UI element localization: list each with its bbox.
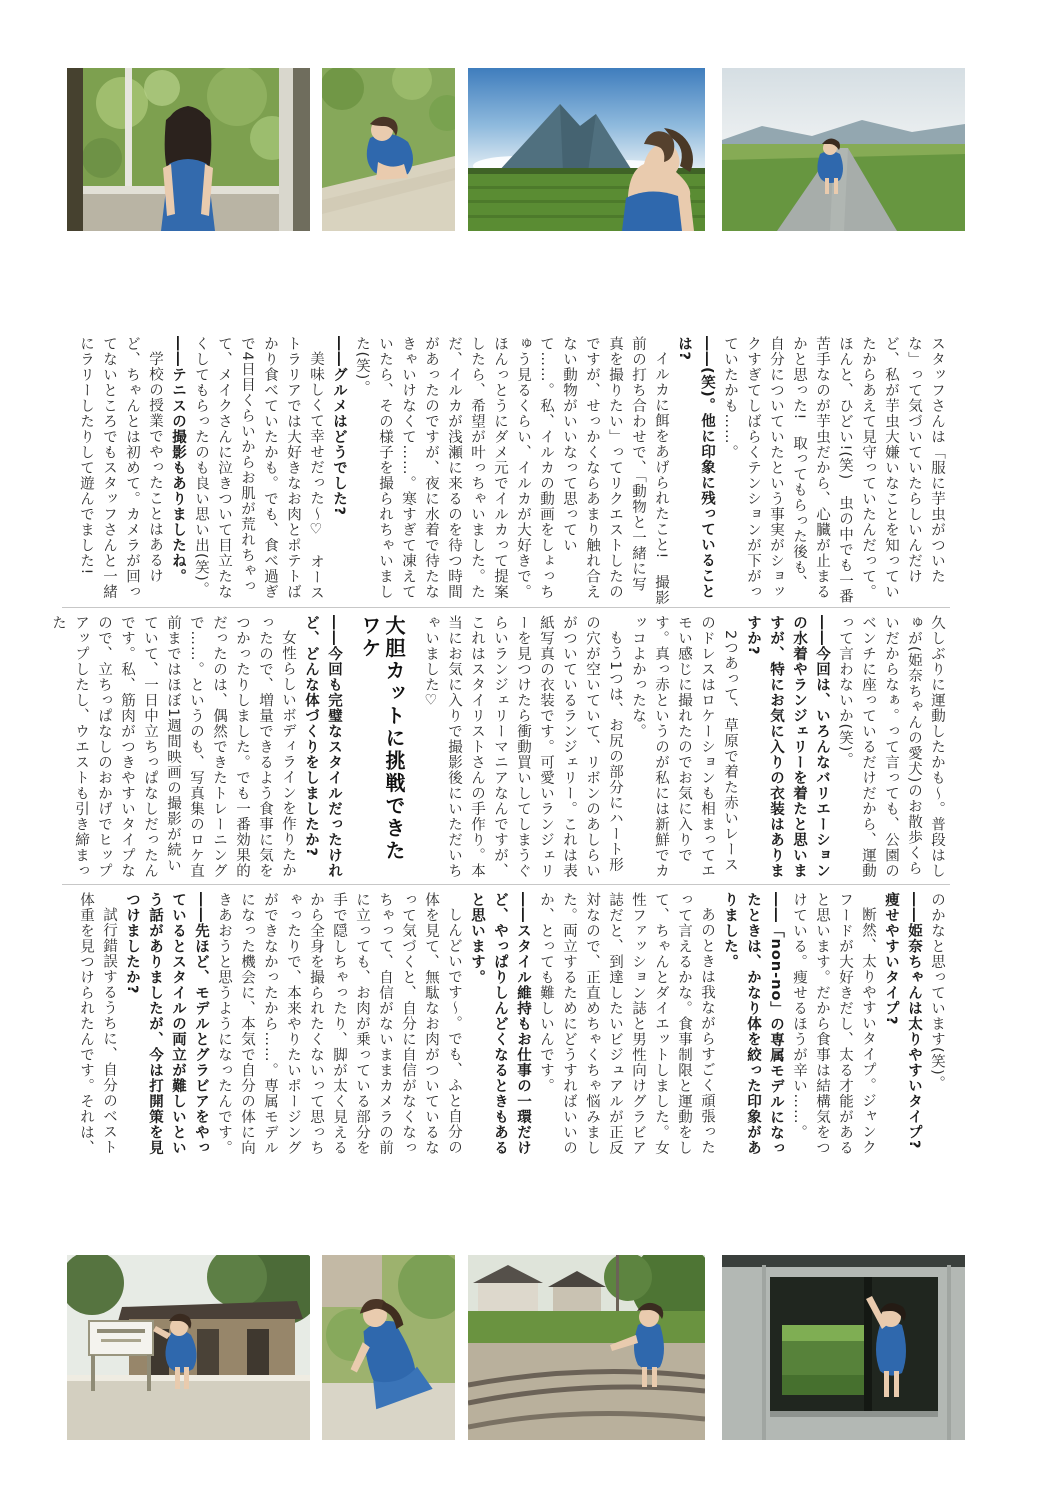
- interview-question: ――(笑)。他に印象に残っていることは?: [676, 336, 715, 600]
- interview-answer: のかなと思っています(笑)。: [929, 892, 945, 1092]
- photo-doorway-scene-illustration: [722, 1255, 965, 1440]
- photo-leaning-scene-illustration: [322, 1255, 455, 1440]
- interview-answer: あのときは我ながらすごく頑張ったって言えるかな。食事制限と運動をして、ちゃんとダイエットしました。女性ファッション誌と男性向けグラビア誌だと、到達したいビジュアルが正反対なので、正直めちゃくちゃ悩みました。両立するためにどうすればいいのか、とっても難しいんです。: [538, 892, 715, 1156]
- interview-answer: 美味しくて幸せだった～♡ オーストラリアでは大好きなお肉とポテトばかり食べていたかも。でも、食べ過ぎで4日目くらいからお肌が荒れちゃって、メイクさんに泣きついて目立たなくしてもらったのも良い思い出(笑)。: [193, 336, 324, 601]
- interview-question: ――今回も完璧なスタイルだったけれど、どんな体づくりをしましたか?: [303, 615, 342, 879]
- interview-question: ――姫奈ちゃんは太りやすいタイプ? 痩せやすいタイプ?: [883, 892, 922, 1165]
- interview-answer: 2つあって、草原で着た赤いレースのドレスはロケーションも相まってエモい感じに撮れたのでお気に入りです。真っ赤というのが私には新鮮でカッコよかったな。: [630, 615, 738, 879]
- photo-railway-scene-illustration: [468, 1255, 705, 1440]
- interview-question: ――「non-no」の専属モデルになったときは、かなり体を絞った印象がありました。: [722, 892, 784, 1157]
- photo-bottom-doorway: [722, 1255, 965, 1440]
- photo-path-scene-illustration: [322, 68, 455, 231]
- photo-top-window: [67, 68, 310, 231]
- interview-question: ――先ほど、モデルとグラビアをやっているとスタイルの両立が難しいという話がありましたが、今は打開策を見つけましたか?: [124, 892, 209, 1156]
- photo-mountain-scene-illustration: [468, 68, 705, 231]
- photo-window-scene-illustration: [67, 68, 310, 231]
- photo-bottom-station: [67, 1255, 310, 1440]
- photo-top-mountain: [468, 68, 705, 231]
- photo-station-scene-illustration: [67, 1255, 310, 1440]
- divider-rule-1: [62, 607, 950, 608]
- interview-question: ――グルメはどうでした?: [331, 336, 347, 516]
- interview-answer: スタッフさんは「服に芋虫がついたな」って気づいていたらしいんだけど、私が芋虫大嫌いなことを知っていたからあえて見守っていたんだって。ほんと、ひどい!(笑) 虫の中でも一番苦手なのが芋虫だから、心臓が止まるかと思った! 取ってもらった後も、自分についていたという事実がショックすぎてしばらくテンションが下がっていたかも……。: [722, 336, 945, 605]
- photo-top-road: [722, 68, 965, 231]
- interview-answer: 久しぶりに運動したかも～。普段はしゅが(姫奈ちゃんの愛犬)のお散歩くらいだからなぁ。って言っても、公園のベンチに座っているだけだから、運動って言わないか(笑)。: [837, 615, 945, 879]
- interview-answer: 学校の授業でやったことはあるけど、ちゃんとは初めて。カメラが回ってないところでもスタッフさんと一緒にラリーしたりして遊んでました!: [78, 336, 163, 600]
- article-column-band-1: [74, 336, 948, 606]
- photo-bottom-leaning: [322, 1255, 455, 1440]
- interview-question: ――今回は、いろんなバリエーションの水着やランジェリーを着たと思いますが、特にお気に入りの衣装はありますか?: [745, 615, 830, 879]
- interview-answer: 断然、太りやすいタイプ。ジャンクフードが大好きだし、太る才能があると思います。だから食事は結構気をつけている。痩せるほうが辛い……。: [791, 892, 876, 1156]
- interview-answer: 試行錯誤するうちに、自分のベスト体重を見つけられたんです。それは、: [78, 892, 117, 1156]
- section-header: 大胆カットに挑戦できたワケ: [358, 615, 406, 863]
- interview-answer: もう1つは、お尻の部分にハート形の穴が空いていて、リボンのあしらいがついているランジェリー。これは表紙写真の衣装です。可愛いランジェリーを見つけたら衝動買いしてしまうぐらいランジェリーマニアなんですが、これはスタイリストさんの手作り。本当にお気に入りで撮影後にいただいちゃいました♡: [423, 615, 623, 879]
- interview-question: ――テニスの撮影もありましたね。: [170, 336, 186, 584]
- article-column-band-3: [74, 892, 948, 1168]
- photo-top-crouching: [322, 68, 455, 231]
- article-column-band-2: [46, 615, 948, 883]
- interview-answer: 女性らしいボディラインを作りたかったので、増量できるよう食事に気をつかったりしました。でも一番効果的だったのは、偶然できたトレーニングで……。というのも、写真集のロケ直前まではほぼ1週間映画の撮影が続いていて、一日中立ちっぱなしだったんです。私、筋肉がつきやすいタイプなので、立ちっぱなしのおかげでヒップアップしたし、ウエストも引き締まった: [50, 615, 296, 879]
- photo-bottom-tracks: [468, 1255, 705, 1440]
- interview-answer: イルカに餌をあげられたこと! 撮影前の打ち合わせで、「動物と一緒に写真を撮りたい」ってリクエストしたのですが、せっかくならあまり触れ合えない動物がいいなって思っていて……。私、イルカの動画をしょっちゅう見るくらい、イルカが大好きで。ほんっとうにダメ元でイルカって提案したら、希望が叶っちゃいました。ただ、イルカが浅瀬に来るのを待つ時間があったのですが、夜に水着で待たなきゃいけなくて……。寒すぎて凍えていたら、その様子を撮られちゃいました(笑)。: [354, 336, 669, 606]
- divider-rule-2: [62, 884, 950, 885]
- interview-answer: しんどいです～。でも、ふと自分の体を見て、無駄なお肉がついているなって気づくと、自分に自信がなくなっちゃって、自信がないままカメラの前に立っても、お肉が乗っている部分を手で隠しちゃったり、脚が太く見えるから全身を撮られたくないって思っちゃったりで、本来やりたいポージングができなかったから……。専属モデルになった機会に、本気で自分の体に向きあおうと思うようになったんです。: [216, 892, 462, 1156]
- interview-question: ――スタイル維持もお仕事の一環だけど、やっぱりしんどくなるときもあると思います。: [469, 892, 531, 1156]
- photo-road-scene-illustration: [722, 68, 965, 231]
